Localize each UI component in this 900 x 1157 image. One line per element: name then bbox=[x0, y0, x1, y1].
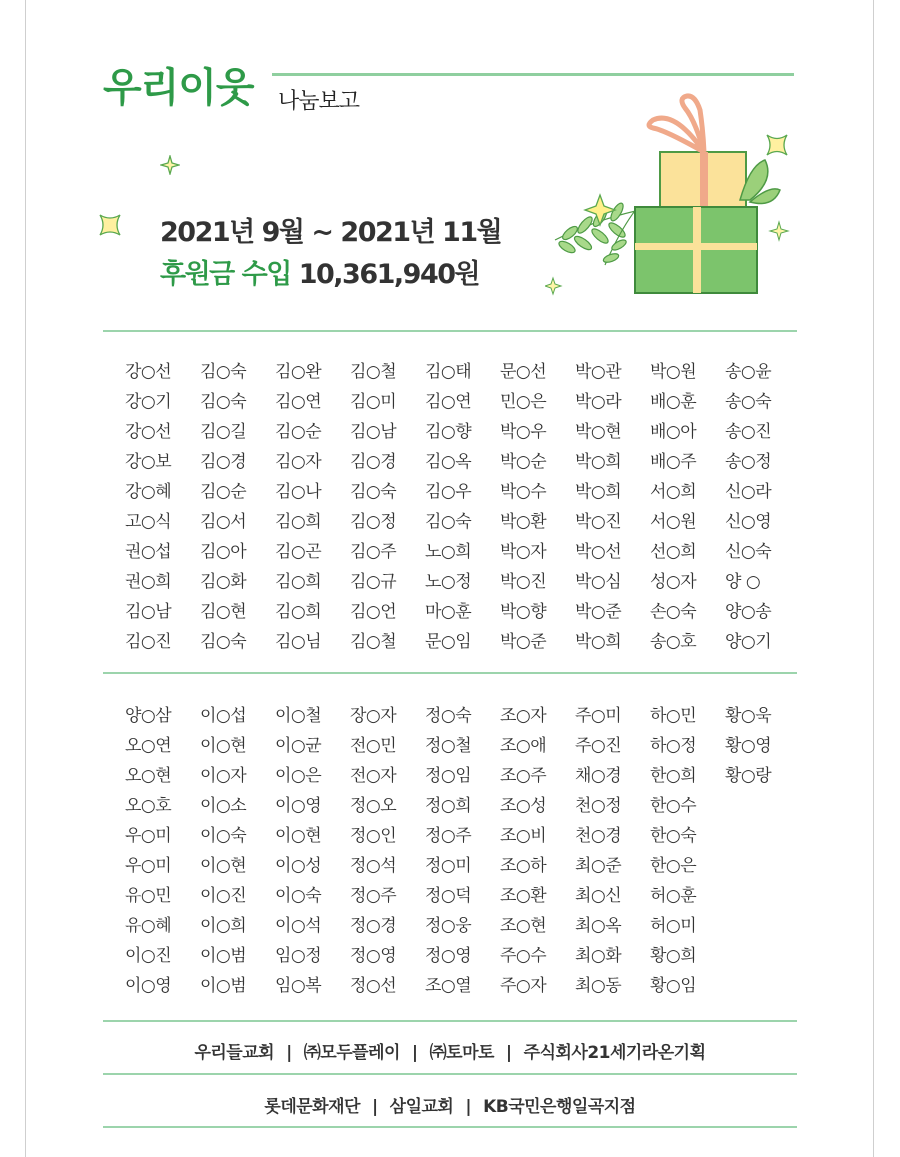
donor-name: 이○희 bbox=[200, 916, 247, 936]
income-value: 10,361,940원 bbox=[298, 259, 480, 290]
donor-name: 이○석 bbox=[275, 916, 322, 936]
donor-row bbox=[103, 851, 797, 881]
donor-name: 이○현 bbox=[200, 736, 247, 756]
header-rule bbox=[272, 73, 794, 76]
donor-name: 신○숙 bbox=[725, 542, 772, 562]
donor-name: 정○주 bbox=[425, 826, 472, 846]
donor-name: 조○애 bbox=[500, 736, 547, 756]
donor-name: 양 ○ bbox=[725, 572, 761, 592]
donor-name: 송○정 bbox=[725, 452, 772, 472]
donor-name: 양○기 bbox=[725, 632, 772, 652]
donor-name: 최○준 bbox=[575, 856, 622, 876]
donor-name: 박○희 bbox=[575, 482, 622, 502]
donor-name: 전○자 bbox=[350, 766, 397, 786]
section-divider bbox=[103, 1020, 797, 1022]
donor-name: 김○언 bbox=[350, 602, 397, 622]
donor-row bbox=[103, 507, 797, 537]
donor-name: 김○님 bbox=[275, 632, 322, 652]
donor-name: 이○현 bbox=[275, 826, 322, 846]
donor-name: 정○철 bbox=[425, 736, 472, 756]
donor-name: 황○희 bbox=[650, 946, 697, 966]
donor-name: 김○자 bbox=[275, 452, 322, 472]
sponsor-separator: | bbox=[286, 1043, 292, 1063]
donor-name: 김○순 bbox=[275, 422, 322, 442]
donor-name: 신○영 bbox=[725, 512, 772, 532]
donor-name: 우○미 bbox=[125, 826, 172, 846]
donor-name: 이○숙 bbox=[200, 826, 247, 846]
donor-list-1 bbox=[103, 357, 797, 657]
donor-name: 이○성 bbox=[275, 856, 322, 876]
donor-name: 유○혜 bbox=[125, 916, 172, 936]
donor-name: 양○송 bbox=[725, 602, 772, 622]
donor-name: 양○삼 bbox=[125, 706, 172, 726]
donor-name: 이○범 bbox=[200, 946, 247, 966]
donor-name: 오○호 bbox=[125, 796, 172, 816]
donor-name: 김○숙 bbox=[425, 512, 472, 532]
donor-name: 조○환 bbox=[500, 886, 547, 906]
donor-name: 박○환 bbox=[500, 512, 547, 532]
donor-name: 박○향 bbox=[500, 602, 547, 622]
donor-name: 박○진 bbox=[500, 572, 547, 592]
donor-name: 송○윤 bbox=[725, 362, 772, 382]
donor-name: 김○숙 bbox=[350, 482, 397, 502]
donor-name: 조○성 bbox=[500, 796, 547, 816]
section-divider bbox=[103, 330, 797, 332]
donor-name: 고○식 bbox=[125, 512, 172, 532]
sponsor-name: 주식회사21세기라온기획 bbox=[523, 1043, 706, 1063]
donor-name: 이○진 bbox=[200, 886, 247, 906]
donor-name: 정○오 bbox=[350, 796, 397, 816]
section-divider bbox=[103, 1126, 797, 1128]
donor-name: 허○훈 bbox=[650, 886, 697, 906]
donor-row bbox=[103, 701, 797, 731]
donor-name: 박○심 bbox=[575, 572, 622, 592]
donor-name: 김○연 bbox=[425, 392, 472, 412]
donor-name: 권○섭 bbox=[125, 542, 172, 562]
donor-name: 신○라 bbox=[725, 482, 772, 502]
sponsor-name: ㈜모두플레이 bbox=[303, 1043, 400, 1063]
donor-name: 박○희 bbox=[575, 632, 622, 652]
donor-name: 최○옥 bbox=[575, 916, 622, 936]
donor-name: 박○자 bbox=[500, 542, 547, 562]
donor-name: 김○정 bbox=[350, 512, 397, 532]
donor-name: 조○하 bbox=[500, 856, 547, 876]
donor-name: 정○웅 bbox=[425, 916, 472, 936]
donor-name: 우○미 bbox=[125, 856, 172, 876]
donor-name: 김○숙 bbox=[200, 362, 247, 382]
donor-name: 강○선 bbox=[125, 422, 172, 442]
donor-name: 정○선 bbox=[350, 976, 397, 996]
donor-name: 김○순 bbox=[200, 482, 247, 502]
donor-name: 박○원 bbox=[650, 362, 697, 382]
donor-name: 조○현 bbox=[500, 916, 547, 936]
donor-name: 선○희 bbox=[650, 542, 697, 562]
sponsor-separator: | bbox=[411, 1043, 418, 1063]
donor-name: 마○훈 bbox=[425, 602, 472, 622]
donor-name: 정○인 bbox=[350, 826, 397, 846]
donor-name: 이○균 bbox=[275, 736, 322, 756]
donor-name: 전○민 bbox=[350, 736, 397, 756]
donor-name: 김○희 bbox=[275, 512, 322, 532]
donor-name: 주○진 bbox=[575, 736, 622, 756]
donor-name: 오○연 bbox=[125, 736, 172, 756]
donor-row bbox=[103, 911, 797, 941]
donor-row bbox=[103, 597, 797, 627]
donor-row bbox=[103, 731, 797, 761]
donor-name: 김○철 bbox=[350, 362, 397, 382]
donor-row bbox=[103, 567, 797, 597]
donor-row bbox=[103, 761, 797, 791]
donor-name: 배○아 bbox=[650, 422, 697, 442]
section-divider bbox=[103, 672, 797, 674]
donor-name: 황○욱 bbox=[725, 706, 772, 726]
donor-row bbox=[103, 417, 797, 447]
donor-name: 최○동 bbox=[575, 976, 622, 996]
sponsor-separator: | bbox=[465, 1097, 472, 1117]
donor-name: 강○혜 bbox=[125, 482, 172, 502]
donor-name: 유○민 bbox=[125, 886, 172, 906]
donor-name: 한○은 bbox=[650, 856, 697, 876]
donor-name: 문○임 bbox=[425, 632, 472, 652]
donor-name: 김○연 bbox=[275, 392, 322, 412]
sponsor-name: 우리들교회 bbox=[194, 1043, 275, 1063]
donor-name: 이○숙 bbox=[275, 886, 322, 906]
donor-name: 김○숙 bbox=[200, 392, 247, 412]
donor-name: 배○주 bbox=[650, 452, 697, 472]
donor-name: 김○규 bbox=[350, 572, 397, 592]
donor-name: 김○완 bbox=[275, 362, 322, 382]
sponsor-line-2 bbox=[103, 1092, 797, 1117]
donor-name: 정○덕 bbox=[425, 886, 472, 906]
donor-name: 김○미 bbox=[350, 392, 397, 412]
donor-name: 김○진 bbox=[125, 632, 172, 652]
donor-name: 강○보 bbox=[125, 452, 172, 472]
sparkle-icon bbox=[97, 212, 123, 238]
donor-name: 김○옥 bbox=[425, 452, 472, 472]
donor-name: 서○원 bbox=[650, 512, 697, 532]
donor-name: 김○남 bbox=[350, 422, 397, 442]
donor-row bbox=[103, 881, 797, 911]
donor-name: 이○현 bbox=[200, 856, 247, 876]
brand-title: 우리이웃 bbox=[103, 65, 254, 111]
donor-row bbox=[103, 791, 797, 821]
sponsor-name: KB국민은행일곡지점 bbox=[483, 1097, 636, 1117]
donor-name: 최○신 bbox=[575, 886, 622, 906]
donor-name: 채○경 bbox=[575, 766, 622, 786]
donor-row bbox=[103, 627, 797, 657]
donor-name: 노○정 bbox=[425, 572, 472, 592]
donor-name: 정○영 bbox=[425, 946, 472, 966]
donor-name: 조○주 bbox=[500, 766, 547, 786]
donor-name: 오○현 bbox=[125, 766, 172, 786]
donor-name: 이○은 bbox=[275, 766, 322, 786]
donor-name: 송○진 bbox=[725, 422, 772, 442]
donor-name: 정○미 bbox=[425, 856, 472, 876]
donor-name: 박○선 bbox=[575, 542, 622, 562]
donor-name: 이○영 bbox=[275, 796, 322, 816]
sparkle-icon bbox=[160, 155, 180, 175]
donor-name: 정○숙 bbox=[425, 706, 472, 726]
donor-name: 하○민 bbox=[650, 706, 697, 726]
donor-name: 김○남 bbox=[125, 602, 172, 622]
donor-name: 조○비 bbox=[500, 826, 547, 846]
donor-name: 박○순 bbox=[500, 452, 547, 472]
donor-row bbox=[103, 971, 797, 1001]
donor-name: 김○주 bbox=[350, 542, 397, 562]
donor-name: 임○정 bbox=[275, 946, 322, 966]
donor-row bbox=[103, 821, 797, 851]
donor-name: 김○희 bbox=[275, 602, 322, 622]
donor-name: 김○나 bbox=[275, 482, 322, 502]
donor-name: 김○경 bbox=[350, 452, 397, 472]
donor-name: 박○준 bbox=[575, 602, 622, 622]
donor-name: 서○희 bbox=[650, 482, 697, 502]
donor-name: 허○미 bbox=[650, 916, 697, 936]
donor-name: 황○임 bbox=[650, 976, 697, 996]
donor-name: 천○정 bbox=[575, 796, 622, 816]
donor-name: 하○정 bbox=[650, 736, 697, 756]
donor-row bbox=[103, 447, 797, 477]
donor-name: 배○훈 bbox=[650, 392, 697, 412]
sponsor-separator: | bbox=[505, 1043, 512, 1063]
donor-name: 강○선 bbox=[125, 362, 172, 382]
donor-name: 박○진 bbox=[575, 512, 622, 532]
sponsor-name: 롯데문화재단 bbox=[264, 1097, 360, 1117]
donor-name: 박○관 bbox=[575, 362, 622, 382]
donor-name: 김○아 bbox=[200, 542, 247, 562]
donor-name: 김○숙 bbox=[200, 632, 247, 652]
donor-name: 송○숙 bbox=[725, 392, 772, 412]
donor-row bbox=[103, 537, 797, 567]
donor-name: 박○라 bbox=[575, 392, 622, 412]
donor-name: 정○경 bbox=[350, 916, 397, 936]
donor-name: 권○희 bbox=[125, 572, 172, 592]
donor-name: 송○호 bbox=[650, 632, 697, 652]
section-divider bbox=[103, 1073, 797, 1075]
donor-name: 천○경 bbox=[575, 826, 622, 846]
donor-name: 주○수 bbox=[500, 946, 547, 966]
donor-name: 정○영 bbox=[350, 946, 397, 966]
donor-name: 노○희 bbox=[425, 542, 472, 562]
donor-name: 김○향 bbox=[425, 422, 472, 442]
donor-name: 민○은 bbox=[500, 392, 547, 412]
donor-name: 김○우 bbox=[425, 482, 472, 502]
donor-name: 조○자 bbox=[500, 706, 547, 726]
donor-name: 정○임 bbox=[425, 766, 472, 786]
donor-name: 김○경 bbox=[200, 452, 247, 472]
donor-row bbox=[103, 941, 797, 971]
donor-name: 박○수 bbox=[500, 482, 547, 502]
income-label: 후원금 수입 bbox=[160, 259, 291, 290]
donor-name: 최○화 bbox=[575, 946, 622, 966]
donor-name: 박○희 bbox=[575, 452, 622, 472]
donor-name: 손○숙 bbox=[650, 602, 697, 622]
donor-name: 이○영 bbox=[125, 976, 172, 996]
donor-name: 임○복 bbox=[275, 976, 322, 996]
donor-name: 한○숙 bbox=[650, 826, 697, 846]
donor-name: 정○희 bbox=[425, 796, 472, 816]
donor-name: 조○열 bbox=[425, 976, 472, 996]
donor-row bbox=[103, 387, 797, 417]
income-summary bbox=[160, 252, 479, 291]
donor-name: 김○태 bbox=[425, 362, 472, 382]
sponsor-name: ㈜토마토 bbox=[429, 1043, 494, 1063]
donor-name: 성○자 bbox=[650, 572, 697, 592]
donor-name: 박○우 bbox=[500, 422, 547, 442]
donor-row bbox=[103, 477, 797, 507]
report-period: 2021년 9월 ~ 2021년 11월 bbox=[160, 217, 502, 248]
donor-name: 문○선 bbox=[500, 362, 547, 382]
donor-name: 이○소 bbox=[200, 796, 247, 816]
donor-name: 주○자 bbox=[500, 976, 547, 996]
donor-name: 이○범 bbox=[200, 976, 247, 996]
donor-name: 김○길 bbox=[200, 422, 247, 442]
donor-row bbox=[103, 357, 797, 387]
sponsor-separator: | bbox=[371, 1097, 378, 1117]
donor-name: 장○자 bbox=[350, 706, 397, 726]
donor-name: 김○현 bbox=[200, 602, 247, 622]
donor-name: 정○주 bbox=[350, 886, 397, 906]
donor-name: 박○현 bbox=[575, 422, 622, 442]
donor-name: 한○희 bbox=[650, 766, 697, 786]
donor-name: 이○섭 bbox=[200, 706, 247, 726]
donor-name: 김○철 bbox=[350, 632, 397, 652]
donor-name: 이○자 bbox=[200, 766, 247, 786]
donor-name: 김○서 bbox=[200, 512, 247, 532]
report-subtitle: 나눔보고 bbox=[278, 89, 360, 114]
donor-name: 정○석 bbox=[350, 856, 397, 876]
sponsor-line-1 bbox=[103, 1038, 797, 1063]
donor-name: 주○미 bbox=[575, 706, 622, 726]
donor-list-2 bbox=[103, 701, 797, 1001]
donor-name: 황○랑 bbox=[725, 766, 772, 786]
sponsor-name: 삼일교회 bbox=[389, 1097, 454, 1117]
donor-name: 이○철 bbox=[275, 706, 322, 726]
donor-name: 김○희 bbox=[275, 572, 322, 592]
donor-name: 김○화 bbox=[200, 572, 247, 592]
donor-name: 김○곤 bbox=[275, 542, 322, 562]
donor-name: 강○기 bbox=[125, 392, 172, 412]
donor-name: 황○영 bbox=[725, 736, 772, 756]
gift-box-illustration bbox=[545, 90, 795, 300]
donor-name: 박○준 bbox=[500, 632, 547, 652]
donor-name: 한○수 bbox=[650, 796, 697, 816]
donor-name: 이○진 bbox=[125, 946, 172, 966]
